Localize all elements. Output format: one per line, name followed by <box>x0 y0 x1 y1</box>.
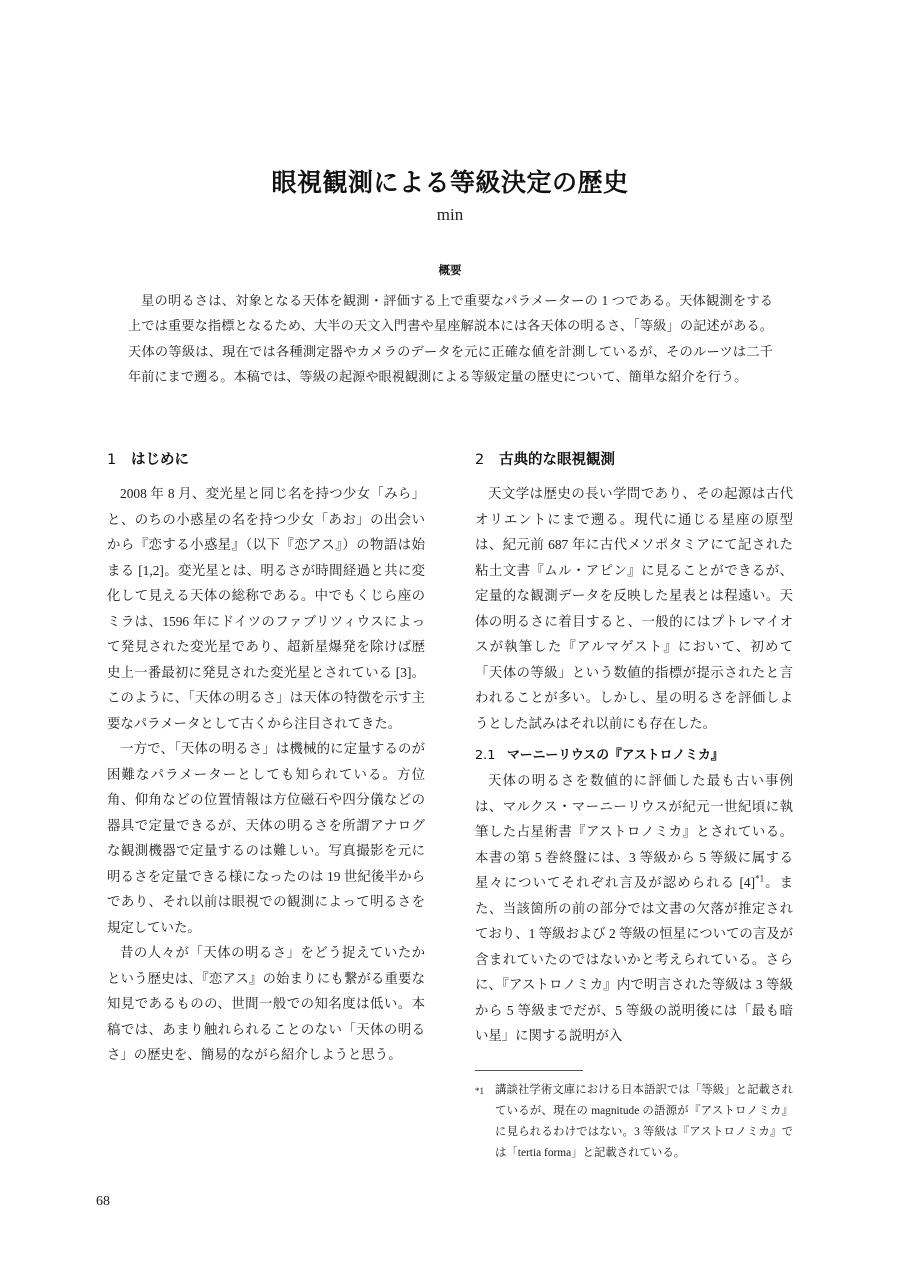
section-heading-2 <box>475 452 793 469</box>
paragraph-text-part1: 天体の明るさを数値的に評価した最も古い事例は、マルクス・マーニーリウスが紀元一世紀頃に執筆した占星術書『アストロノミカ』とされている。本書の第 5 巻終盤には、3 等級から 5 等級に属する星々についてそれぞれ言及が認められる [4] <box>475 773 793 891</box>
footnote-separator-rule <box>475 1070 583 1071</box>
column-right <box>475 452 793 1049</box>
paragraph: 一方で、「天体の明るさ」は機械的に定量するのが困難なパラメーターとしても知られている。方位角、仰角などの位置情報は方位磁石や四分儀などの器具で定量できるが、天体の明るさを所謂アナログな観測機器で定量するのは難しい。写真撮影を元に明るさを定量できる様になったのは 19 世紀後半からであり、それ以前は眼視での観測によって明るさを規定していた。 <box>107 741 425 935</box>
footnote-area <box>475 1070 793 1164</box>
paragraph-text-part2: 。また、当該箇所の前の部分では文書の欠落が推定されており、1 等級および 2 等級の恒星についての言及が含まれていたのではないかと考えられている。さらに、『アストロノミカ』内で明言された等級は 3 等級から 5 等級までだが、5 等級の説明後には「最も暗い星」に関する説明が入 <box>475 875 794 1044</box>
abstract-body: 星の明るさは、対象となる天体を観測・評価する上で重要なパラメーターの 1 つである。天体観測をする上では重要な指標となるため、大半の天文入門書や星座解説本には各天体の明るさ、「等級」の記述がある。天体の等級は、現在では各種測定器やカメラのデータを元に正確な値を計測しているが、そのルーツは二千年前にまで遡る。本稿では、等級の起源や眼視観測による等級定量の歴史について、簡単な紹介を行う。 <box>128 293 773 384</box>
paragraph: 2008 年 8 月、変光星と同じ名を持つ少女「みら」と、のちの小惑星の名を持つ少女「あお」の出会いから『恋する小惑星』（以下『恋アス』）の物語は始まる [1,2]。変光星とは、明るさが時間経過と共に変化して見える天体の総称である。中でもくじら座のミラは、1596 年にドイツのファブリツィウスによって発見された変光星であり、超新星爆発を除けば歴史上一番最初に発見された変光星とされている [3]。このように、「天体の明るさ」は天体の特徴を示す主要なパラメータとして古くから注目されてきた。 <box>107 486 425 731</box>
subsection-number-2-1: 2.1 <box>475 748 496 764</box>
footnote-text: 講談社学術文庫における日本語訳では「等級」と記載されているが、現在の magnitude の語源が『アストロノミカ』に見られるわけではない。3 等級は『アストロノミカ』では「tertia forma」と記載されている。 <box>495 1084 793 1159</box>
paragraph-with-footnote <box>475 768 793 1049</box>
section-number-1: 1 <box>107 452 117 468</box>
section-title-2: 古典的な眼視観測 <box>499 452 615 468</box>
footnote-marker: *1 <box>475 1086 484 1096</box>
section-title-1: はじめに <box>131 452 189 468</box>
subsection-title-2-1: マーニーリウスの『アストロノミカ』 <box>507 748 724 764</box>
footnote-item <box>475 1080 793 1164</box>
abstract-heading: 概要 <box>438 263 462 277</box>
page-title: 眼視観測による等級決定の歴史 <box>271 167 629 197</box>
page-number: 68 <box>96 1194 110 1209</box>
author-name: min <box>436 205 464 224</box>
section-heading-1 <box>107 452 425 469</box>
paragraph: 天文学は歴史の長い学問であり、その起源は古代オリエントにまで遡る。現代に通じる星座の原型は、紀元前 687 年に古代メソポタミアにて記された粘土文書『ムル・アピン』に見ることができるが、定量的な観測データを反映した星表とは程遠い。天体の明るさに着目すると、一般的にはプトレマイオスが執筆した『アルマゲスト』において、初めて「天体の等級」という数値的指標が提示されたと言われることが多い。しかし、星の明るさを評価しようとした試みはそれ以前にも存在した。 <box>475 486 793 731</box>
paragraph: 昔の人々が「天体の明るさ」をどう捉えていたかという歴史は、『恋アス』の始まりにも繋がる重要な知見であるものの、世間一般での知名度は低い。本稿では、あまり触れられることのない「天体の明るさ」の歴史を、簡易的ながら紹介しようと思う。 <box>107 945 425 1063</box>
footnote-reference[interactable]: *1 <box>755 873 765 884</box>
section-number-2: 2 <box>475 452 485 468</box>
column-left <box>107 452 425 1068</box>
subsection-heading-2-1 <box>475 748 793 764</box>
